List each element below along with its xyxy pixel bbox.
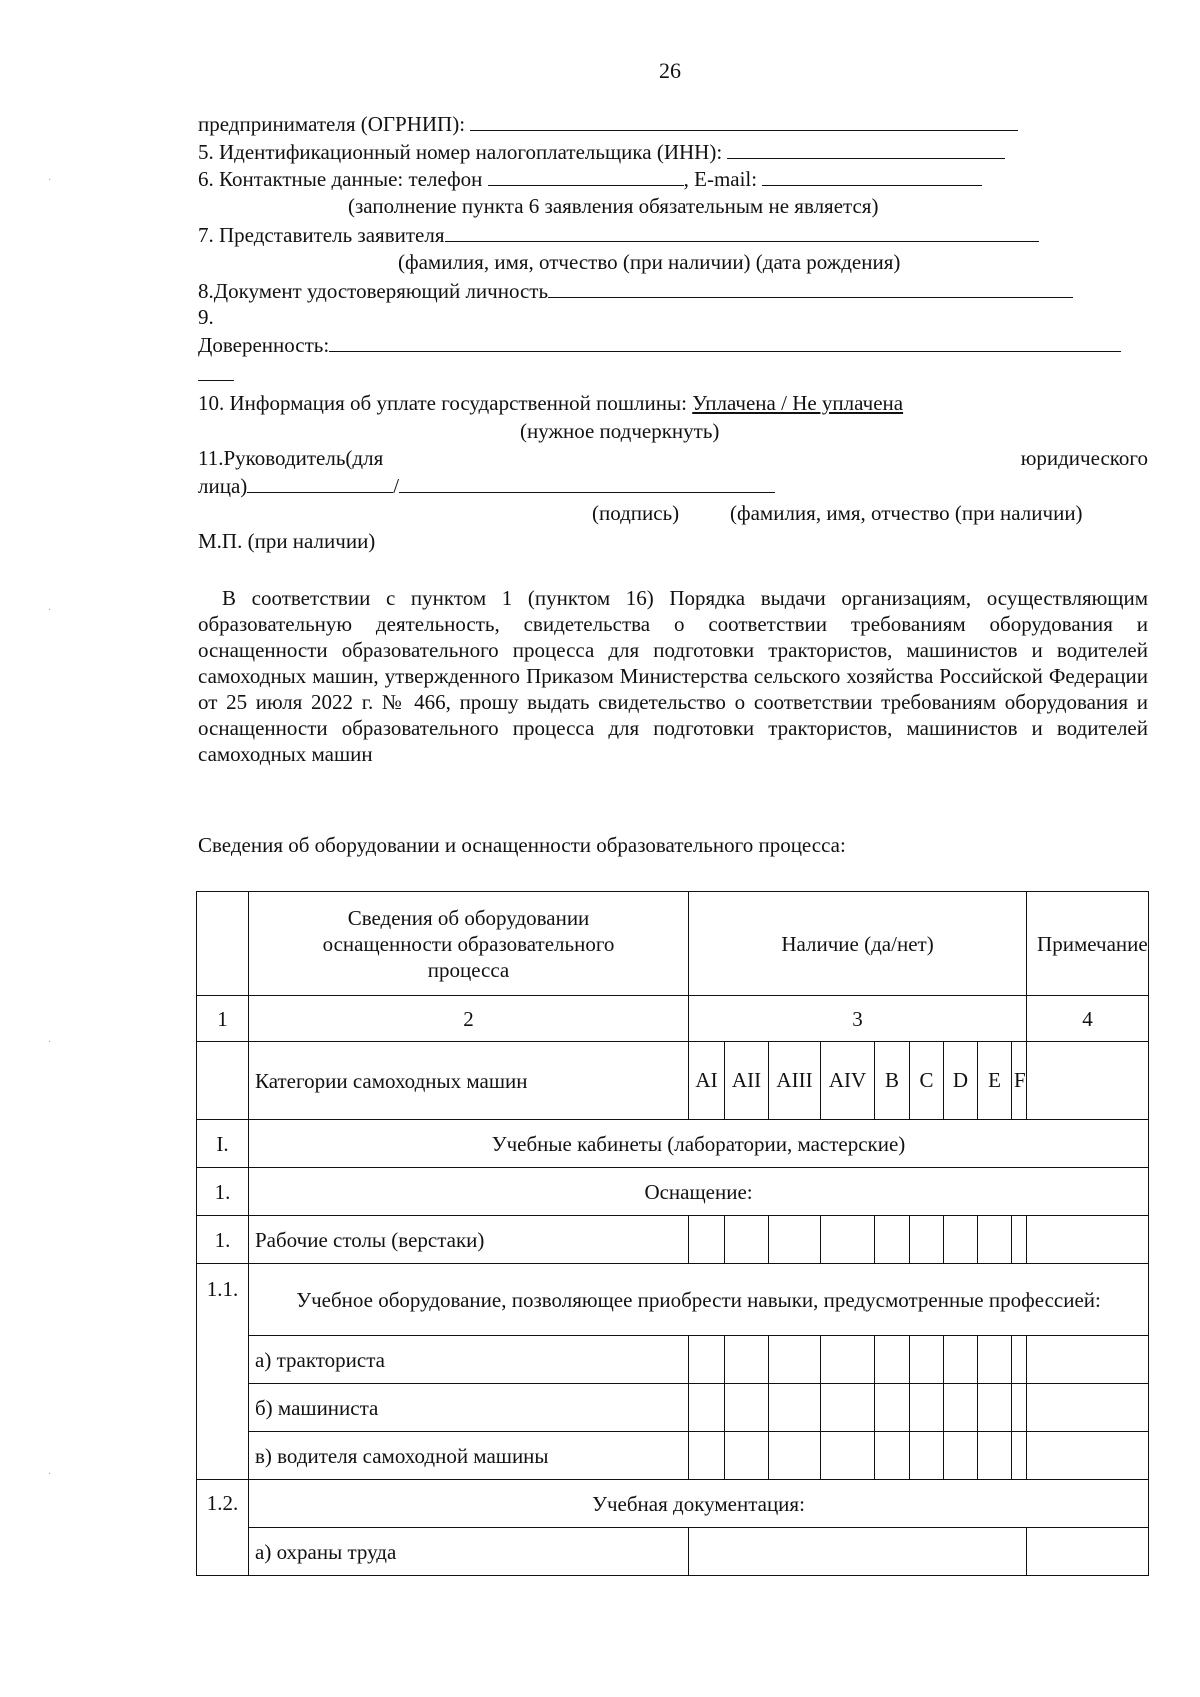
head-line bbox=[198, 445, 1148, 471]
check-cell[interactable] bbox=[875, 1432, 910, 1480]
categories-note-cell bbox=[1027, 1042, 1149, 1120]
check-cell[interactable] bbox=[978, 1216, 1012, 1264]
head-right: юридического bbox=[1020, 446, 1148, 470]
check-cell[interactable] bbox=[910, 1216, 944, 1264]
note-cell[interactable] bbox=[1027, 1336, 1149, 1384]
contacts-line bbox=[198, 165, 982, 192]
scan-mark: · bbox=[48, 175, 52, 186]
check-cell[interactable] bbox=[978, 1384, 1012, 1432]
row-title: Оснащение: bbox=[249, 1168, 1149, 1216]
note-cell[interactable] bbox=[1027, 1216, 1149, 1264]
head-line2-label: лица) bbox=[198, 474, 248, 498]
check-cell[interactable] bbox=[944, 1336, 978, 1384]
check-cell[interactable] bbox=[689, 1432, 725, 1480]
check-cell[interactable] bbox=[821, 1384, 875, 1432]
check-cell[interactable] bbox=[769, 1336, 821, 1384]
header-info: Сведения об оборудовании оснащенности образовательного процесса bbox=[249, 892, 689, 996]
id-document-label: 8.Документ удостоверяющий личность bbox=[198, 279, 549, 303]
category-aiv: AIV bbox=[821, 1042, 875, 1120]
check-cell[interactable] bbox=[689, 1216, 725, 1264]
check-cell[interactable] bbox=[1012, 1432, 1027, 1480]
row-label: а) охраны труда bbox=[249, 1528, 689, 1576]
scan-mark: · bbox=[48, 605, 52, 616]
row-label: а) тракториста bbox=[249, 1336, 689, 1384]
table-row bbox=[197, 1528, 1149, 1576]
phone-field[interactable] bbox=[488, 165, 684, 186]
category-ai: AI bbox=[689, 1042, 725, 1120]
fee-line bbox=[198, 390, 903, 416]
signature-note: (подпись) bbox=[592, 501, 680, 525]
category-c: C bbox=[910, 1042, 944, 1120]
table-row bbox=[197, 1264, 1149, 1336]
item9: 9. bbox=[198, 305, 214, 329]
ogrnip-line bbox=[198, 110, 1018, 137]
inn-field[interactable] bbox=[727, 138, 1005, 159]
row-num: 1. bbox=[197, 1168, 249, 1216]
check-cell[interactable] bbox=[875, 1216, 910, 1264]
note-cell[interactable] bbox=[1027, 1528, 1149, 1576]
head-name-field[interactable] bbox=[399, 472, 775, 493]
section-title: Учебные кабинеты (лаборатории, мастерские) bbox=[249, 1120, 1149, 1168]
check-cell[interactable] bbox=[821, 1432, 875, 1480]
row-num: 1. bbox=[197, 1216, 249, 1264]
short-rule bbox=[198, 380, 234, 381]
row-title: Учебное оборудование, позволяющее приобрести навыки, предусмотренные профессией: bbox=[249, 1264, 1149, 1336]
row-title: Учебная документация: bbox=[249, 1480, 1149, 1528]
check-cell[interactable] bbox=[910, 1432, 944, 1480]
column-numbers-row bbox=[197, 996, 1149, 1042]
row-label: Рабочие столы (верстаки) bbox=[249, 1216, 689, 1264]
representative-label: 7. Представитель заявителя bbox=[198, 223, 445, 247]
check-cell[interactable] bbox=[1012, 1216, 1027, 1264]
representative-field[interactable] bbox=[445, 221, 1039, 242]
table-title: Сведения об оборудовании и оснащенности образовательного процесса: bbox=[198, 833, 846, 857]
check-cell[interactable] bbox=[725, 1384, 769, 1432]
categories-row bbox=[197, 1042, 1149, 1120]
row-num: 1.1. bbox=[197, 1264, 249, 1480]
contacts-label: 6. Контактные данные: телефон bbox=[198, 167, 483, 191]
category-e: E bbox=[978, 1042, 1012, 1120]
check-cell[interactable] bbox=[725, 1432, 769, 1480]
check-cell[interactable] bbox=[1012, 1336, 1027, 1384]
check-cell[interactable] bbox=[875, 1336, 910, 1384]
check-cell[interactable] bbox=[944, 1384, 978, 1432]
colnum-4: 4 bbox=[1027, 996, 1149, 1042]
table-row bbox=[197, 1432, 1149, 1480]
inn-line bbox=[198, 138, 1005, 165]
header-availability: Наличие (да/нет) bbox=[689, 892, 1027, 996]
head-left: 11.Руководитель(для bbox=[198, 446, 384, 470]
head-slash: / bbox=[393, 474, 400, 498]
ogrnip-label: предпринимателя (ОГРНИП): bbox=[198, 112, 466, 136]
fee-label: 10. Информация об уплате государственной пошлины: bbox=[198, 391, 693, 415]
id-document-field[interactable] bbox=[548, 277, 1073, 298]
check-cell[interactable] bbox=[725, 1336, 769, 1384]
note-cell[interactable] bbox=[1027, 1384, 1149, 1432]
table-row bbox=[197, 1216, 1149, 1264]
categories-label: Категории самоходных машин bbox=[249, 1042, 689, 1120]
scan-mark: · bbox=[48, 1037, 52, 1048]
category-f: F bbox=[1012, 1042, 1027, 1120]
name-note: (фамилия, имя, отчество (при наличии) bbox=[730, 501, 1083, 525]
head-line-2 bbox=[198, 472, 775, 499]
fee-options[interactable]: Уплачена / Не уплачена bbox=[692, 391, 904, 415]
categories-num-cell bbox=[197, 1042, 249, 1120]
check-cell[interactable] bbox=[821, 1216, 875, 1264]
row-label: в) водителя самоходной машины bbox=[249, 1432, 689, 1480]
row-num: 1.2. bbox=[197, 1480, 249, 1576]
header-note: Примечание bbox=[1027, 892, 1149, 996]
category-aiii: AIII bbox=[769, 1042, 821, 1120]
check-cell[interactable] bbox=[978, 1432, 1012, 1480]
header-row bbox=[197, 892, 1149, 996]
check-cell[interactable] bbox=[821, 1336, 875, 1384]
table-row bbox=[197, 1384, 1149, 1432]
check-cell[interactable] bbox=[769, 1432, 821, 1480]
representative-line bbox=[198, 221, 1039, 248]
section-num: I. bbox=[197, 1120, 249, 1168]
colnum-2: 2 bbox=[249, 996, 689, 1042]
check-cell[interactable] bbox=[689, 1528, 1027, 1576]
check-cell[interactable] bbox=[1012, 1384, 1027, 1432]
check-cell[interactable] bbox=[978, 1336, 1012, 1384]
stamp-note: М.П. (при наличии) bbox=[198, 529, 376, 553]
category-d: D bbox=[944, 1042, 978, 1120]
category-b: B bbox=[875, 1042, 910, 1120]
check-cell[interactable] bbox=[725, 1216, 769, 1264]
check-cell[interactable] bbox=[769, 1384, 821, 1432]
section-row bbox=[197, 1120, 1149, 1168]
check-cell[interactable] bbox=[769, 1216, 821, 1264]
representative-note: (фамилия, имя, отчество (при наличии) (дата рождения) bbox=[398, 250, 901, 274]
scan-mark: · bbox=[48, 1469, 52, 1480]
check-cell[interactable] bbox=[944, 1216, 978, 1264]
note-cell[interactable] bbox=[1027, 1432, 1149, 1480]
table-row bbox=[197, 1480, 1149, 1528]
power-of-attorney-field[interactable] bbox=[329, 331, 1121, 352]
email-label: , E-mail: bbox=[683, 167, 758, 191]
page-number: 26 bbox=[659, 58, 681, 83]
ogrnip-field[interactable] bbox=[470, 110, 1018, 131]
check-cell[interactable] bbox=[910, 1336, 944, 1384]
row-label: б) машиниста bbox=[249, 1384, 689, 1432]
colnum-1: 1 bbox=[197, 996, 249, 1042]
header-num-cell bbox=[197, 892, 249, 996]
category-aii: AII bbox=[725, 1042, 769, 1120]
power-of-attorney-line bbox=[198, 331, 1121, 358]
table-row bbox=[197, 1336, 1149, 1384]
equipment-table bbox=[196, 891, 1149, 1576]
inn-label: 5. Идентификационный номер налогоплательщика (ИНН): bbox=[198, 140, 723, 164]
check-cell[interactable] bbox=[875, 1384, 910, 1432]
check-cell[interactable] bbox=[689, 1336, 725, 1384]
table-row bbox=[197, 1168, 1149, 1216]
colnum-3: 3 bbox=[689, 996, 1027, 1042]
id-document-line bbox=[198, 277, 1073, 304]
power-of-attorney-label: Доверенность: bbox=[198, 333, 330, 357]
contacts-note: (заполнение пункта 6 заявления обязательным не является) bbox=[348, 194, 879, 218]
head-signature-field[interactable] bbox=[247, 472, 393, 493]
body-paragraph: В соответствии с пунктом 1 (пунктом 16) Порядка выдачи организациям, осуществляющим образовательную деятельность, свидетельства о соответствии требованиям оборудования и оснащенности образовательного процесса для подготовки трактористов, машинистов и водителей самоходных машин, утвержденного Приказом Министерства сельского хозяйства Российской Федерации от 25 июля 2022 г. № 466, прошу выдать свидетельство о соответствии требованиям оборудования и оснащенности образовательного процесса для подготовки трактористов, машинистов и водителей самоходных машин bbox=[198, 586, 1148, 766]
fee-note: (нужное подчеркнуть) bbox=[520, 419, 720, 443]
check-cell[interactable] bbox=[689, 1384, 725, 1432]
check-cell[interactable] bbox=[944, 1432, 978, 1480]
check-cell[interactable] bbox=[910, 1384, 944, 1432]
email-field[interactable] bbox=[762, 165, 982, 186]
